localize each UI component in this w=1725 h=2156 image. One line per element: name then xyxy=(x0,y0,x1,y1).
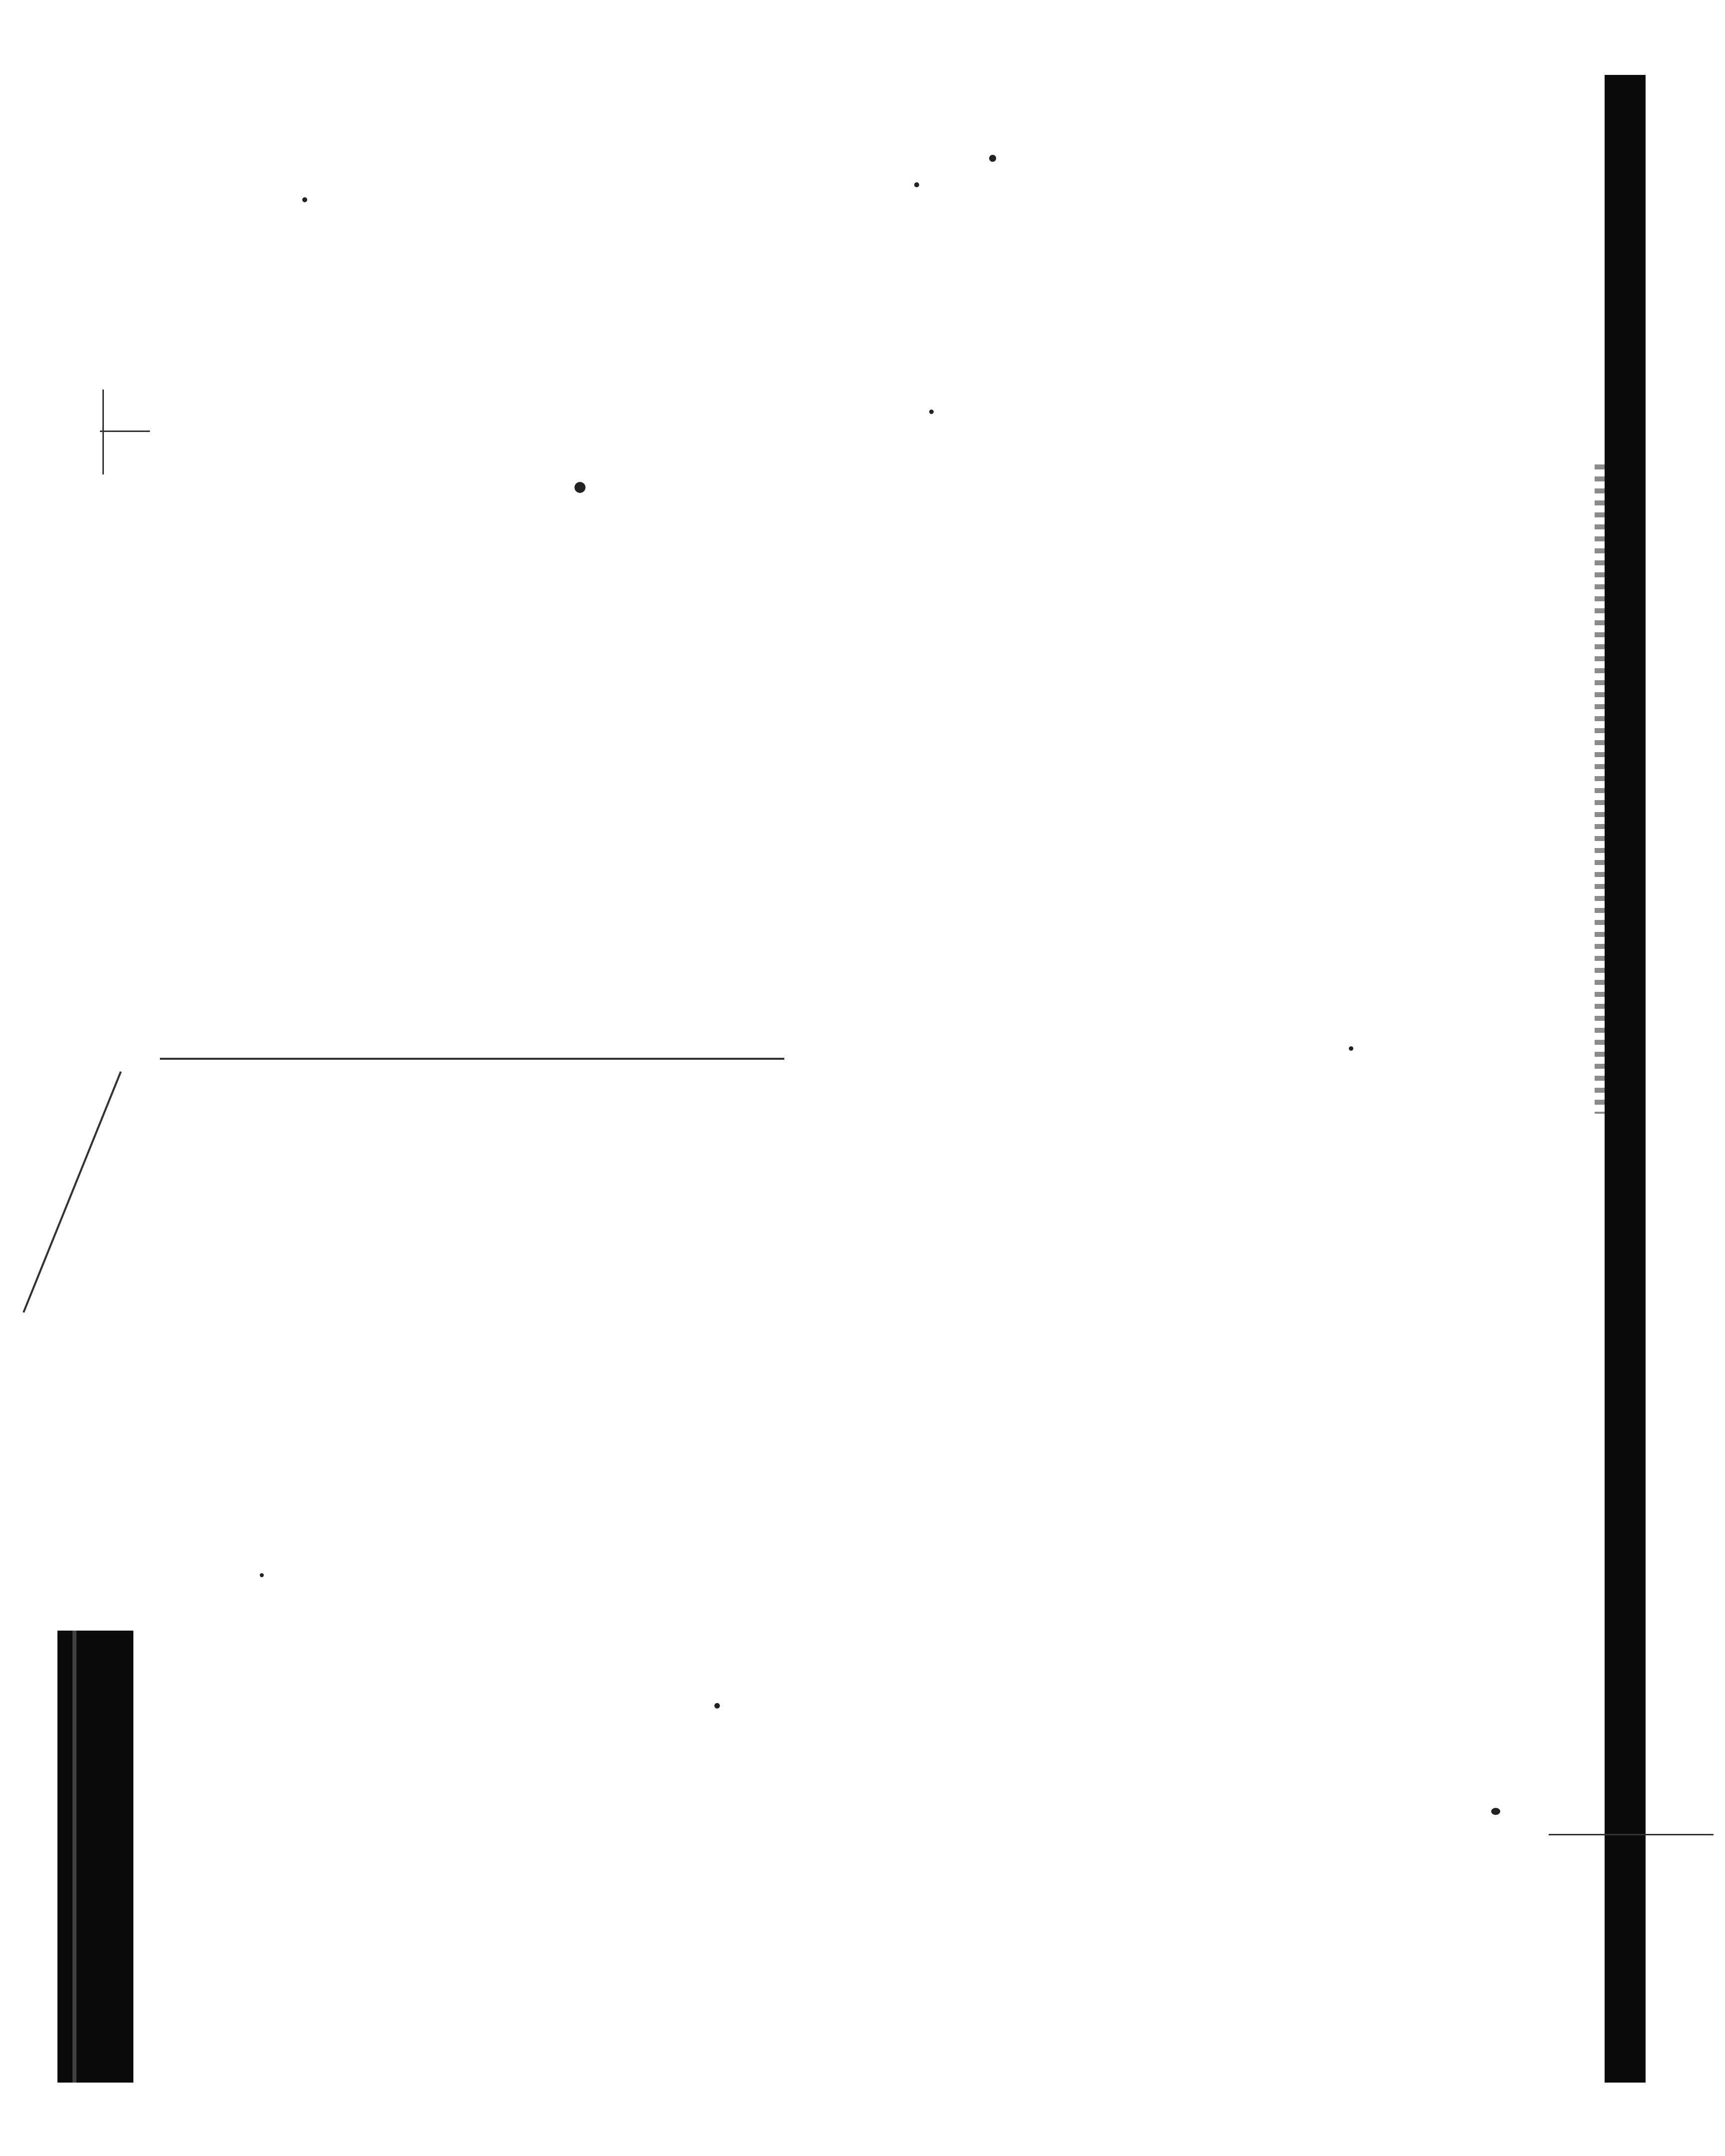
scan-diagonal-mark xyxy=(22,1071,122,1313)
dust-speck xyxy=(929,410,934,414)
scan-edge-left xyxy=(57,1631,133,2083)
scan-edge-right xyxy=(1605,75,1646,2083)
scan-mark-left xyxy=(100,431,150,432)
dust-speck xyxy=(989,155,996,162)
scan-mark-left-vertical xyxy=(102,390,104,474)
dust-speck xyxy=(914,182,919,187)
scan-rule-right xyxy=(1549,1834,1714,1835)
dust-speck xyxy=(1349,1046,1353,1051)
dust-speck xyxy=(714,1703,720,1709)
dust-speck xyxy=(302,197,307,202)
dust-speck xyxy=(1491,1808,1500,1815)
scan-rule-middle xyxy=(160,1058,784,1060)
dust-speck xyxy=(575,482,585,493)
dust-speck xyxy=(260,1573,264,1577)
